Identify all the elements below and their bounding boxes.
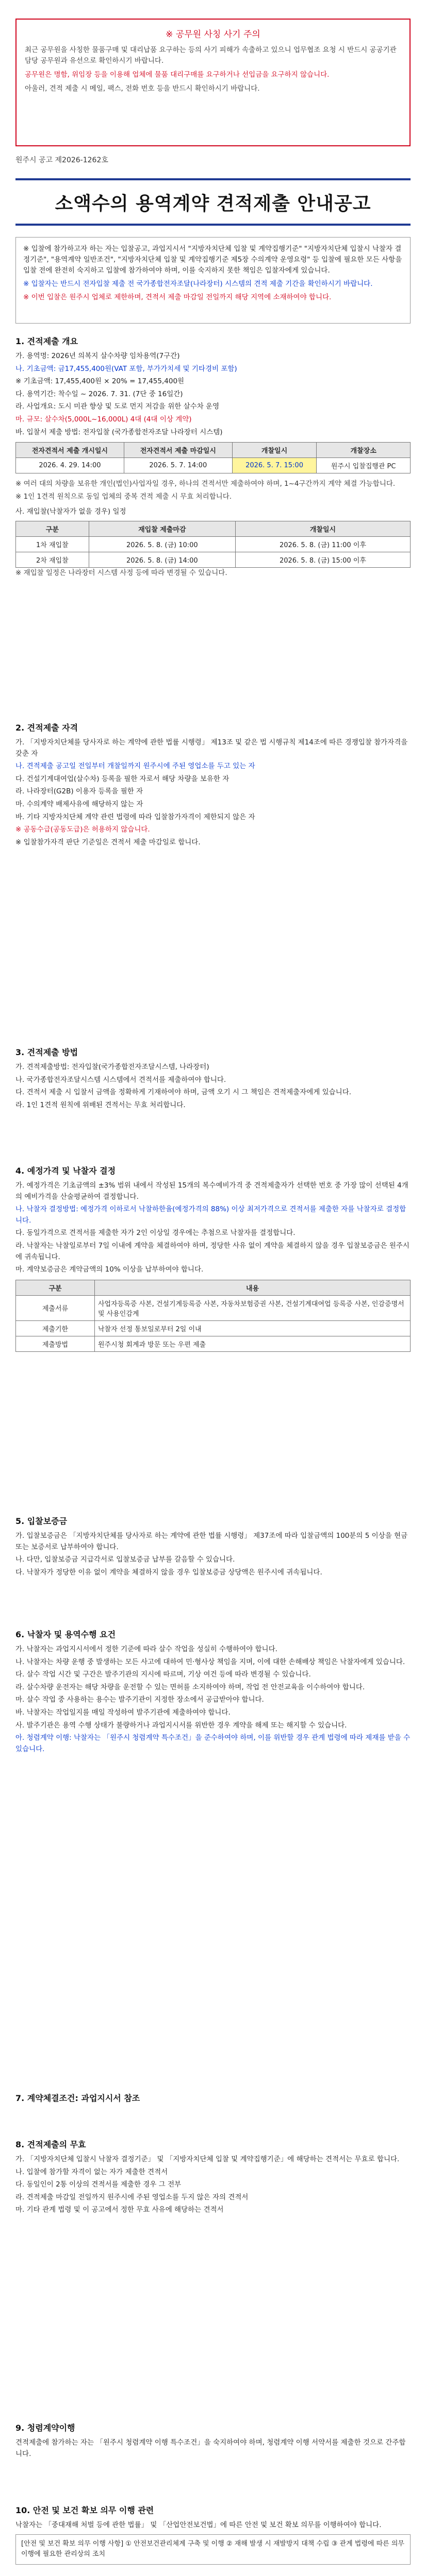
s1-line-1: 가. 용역명: 2026년 의복지 살수차량 임차용역(7구간) xyxy=(15,352,180,360)
section-1-heading: 1. 견적제출 개요 xyxy=(15,336,78,346)
s2-line: ※ 공동수급(공동도급)은 허용하지 않습니다. xyxy=(15,825,150,834)
section-8-heading: 8. 견적제출의 무효 xyxy=(15,2140,86,2149)
s4-line: 나. 낙찰자 결정방법: 예정가격 이하로서 낙찰하한율(예정가격의 88%) 이상 최저가격으로 견적서를 제출한 자를 낙찰자로 결정합니다. xyxy=(15,1205,406,1225)
s2-line: 가. 「지방자치단체를 당사자로 하는 계약에 관한 법률 시행령」 제13조 및 같은 법 시행규칙 제14조에 따른 경쟁입찰 참가자격을 갖춘 자 xyxy=(15,738,408,758)
rebid-header-1: 구분 xyxy=(16,521,89,536)
rebid-cell: 2026. 5. 8. (금) 10:00 xyxy=(89,536,235,552)
section-9 xyxy=(15,2421,411,2461)
section-6-heading: 6. 낙찰자 및 용역수행 요건 xyxy=(15,1630,116,1639)
documents-cell: 제출방법 xyxy=(16,1336,95,1351)
section-4-heading: 4. 예정가격 및 낙찰자 결정 xyxy=(15,1166,116,1176)
s8-line: 나. 입찰에 참가할 자격이 없는 자가 제출한 견적서 xyxy=(15,2167,168,2176)
intro-text-2: ※ 입찰자는 반드시 전자입찰 제출 전 국가종합전자조달(나라장터) 시스템의 견적 제출 기간을 확인하시기 바랍니다. xyxy=(23,279,373,288)
section-3-heading: 3. 견적제출 방법 xyxy=(15,1047,78,1057)
intro-text-1: ※ 입찰에 참가하고자 하는 자는 입찰공고, 과업지시서 "지방자치단체 입찰 및 계약집행기준" "지방자치단체 입찰시 낙찰자 결정기준", "용역계약 일반조건", "지방자치단체 입찰 및 계약집행기준 제5장 수의계약 운영요령" 등 입찰에 필요한 모든 사항을 입찰 전에 완전히 숙지하고 입찰에 참가하여야 하며, 이를 숙지하지 못한 책임은 입찰자에게 있습니다. xyxy=(23,245,402,275)
schedule-cell-opening: 2026. 5. 7. 15:00 xyxy=(232,458,317,473)
documents-header-2: 내용 xyxy=(95,1280,411,1295)
section-3 xyxy=(15,1046,411,1112)
rebid-header-2: 재입찰 제출마감 xyxy=(89,521,235,536)
section-7-heading: 7. 계약체결조건: 과업지시서 참조 xyxy=(15,2093,140,2103)
s9-line: 견적제출에 참가하는 자는 「원주시 청렴계약 이행 특수조건」을 숙지하여야 하며, 청렴계약 이행 서약서를 제출한 것으로 간주합니다. xyxy=(15,2438,406,2458)
s6-line: 마. 살수 작업 중 사용하는 용수는 발주기관이 지정한 장소에서 공급받아야 합니다. xyxy=(15,1696,264,1704)
fraud-warning-text-2: 공무원은 명함, 위임장 등을 이용해 업체에 물품 대리구매를 요구하거나 선입금을 요구하지 않습니다. xyxy=(25,70,330,79)
s8-line: 다. 동일인이 2통 이상의 견적서를 제출한 경우 그 전부 xyxy=(15,2180,182,2189)
section-2-heading: 2. 견적제출 자격 xyxy=(15,723,78,733)
s1-line-4: 다. 용역기간: 착수일 ~ 2026. 7. 31. (7단 중 16일간) xyxy=(15,389,183,398)
documents-cell: 제출기한 xyxy=(16,1320,95,1336)
section-10 xyxy=(15,2504,411,2565)
s3-line: 가. 견적제출방법: 전자입찰(국가종합전자조달시스템, 나라장터) xyxy=(15,1063,209,1071)
s4-line: 라. 낙찰자는 낙찰일로부터 7일 이내에 계약을 체결하여야 하며, 정당한 사유 없이 계약을 체결하지 않을 경우 입찰보증금은 원주시에 귀속됩니다. xyxy=(15,1241,409,1261)
fraud-warning-box xyxy=(15,19,411,146)
s8-line: 마. 기타 관계 법령 및 이 공고에서 정한 무효 사유에 해당하는 견적서 xyxy=(15,2206,224,2214)
s2-line: 마. 수의계약 배제사유에 해당하지 않는 자 xyxy=(15,800,143,808)
documents-cell: 제출서류 xyxy=(16,1295,95,1320)
s2-line: ※ 입찰참가자격 판단 기준일은 견적서 제출 마감일로 합니다. xyxy=(15,838,201,846)
section-5-heading: 5. 입찰보증금 xyxy=(15,1516,68,1526)
schedule-header-1: 전자견적서 제출 개시일시 xyxy=(16,443,124,458)
schedule-header-2: 전자견적서 제출 마감일시 xyxy=(124,443,232,458)
rebid-cell: 1차 재입찰 xyxy=(16,536,89,552)
rebid-cell: 2026. 5. 8. (금) 11:00 이후 xyxy=(235,536,410,552)
s4-line: 다. 동일가격으로 견적서를 제출한 자가 2인 이상일 경우에는 추첨으로 낙찰자를 결정합니다. xyxy=(15,1229,296,1238)
rebid-cell: 2차 재입찰 xyxy=(16,552,89,567)
s1-rebid-heading: 사. 재입찰(낙찰자가 없을 경우) 일정 xyxy=(15,507,126,516)
fraud-warning-text-3: 아울러, 견적 제출 시 메일, 팩스, 전화 번호 등을 반드시 확인하시기 바랍니다. xyxy=(25,84,260,93)
safety-box: [안전 및 보건 확보 의무 이행 사항] ① 안전보건관리체계 구축 및 이행 ② 재해 발생 시 재발방지 대책 수립 ③ 관계 법령에 따른 의무이행에 필요한 관리상의 조치 xyxy=(15,2534,411,2565)
s6-line: 가. 낙찰자는 과업지시서에서 정한 기준에 따라 살수 작업을 성실히 수행하여야 합니다. xyxy=(15,1645,277,1653)
rebid-cell: 2026. 5. 8. (금) 14:00 xyxy=(89,552,235,567)
section-5 xyxy=(15,1515,411,1580)
publication-number: 원주시 공고 제2026-1262호 xyxy=(15,156,108,164)
documents-cell: 사업자등록증 사본, 건설기계등록증 사본, 자동차보험증권 사본, 건설기계대여업 등록증 사본, 인감증명서 및 사용인감계 xyxy=(95,1295,411,1320)
intro-box xyxy=(15,237,411,324)
rebid-header-3: 개찰일시 xyxy=(235,521,410,536)
s8-line: 라. 견적제출 마감일 전일까지 원주시에 주된 영업소를 두지 않은 자의 견적서 xyxy=(15,2193,249,2201)
s6-line: 나. 낙찰자는 차량 운행 중 발생하는 모든 사고에 대하여 민·형사상 책임을 지며, 이에 대한 손해배상 책임은 낙찰자에게 있습니다. xyxy=(15,1657,405,1666)
section-7 xyxy=(15,2092,411,2108)
s8-line: 가. 「지방자치단체 입찰시 낙찰자 결정기준」 및 「지방자치단체 입찰 및 계약집행기준」에 해당하는 견적서는 무효로 합니다. xyxy=(15,2155,400,2163)
documents-header-1: 구분 xyxy=(16,1280,95,1295)
section-1 xyxy=(15,335,411,581)
s1-line-6: 마. 규모: 살수차(5,000L~16,000L) 4대 (4대 이상 계약) xyxy=(15,415,192,423)
s3-line: 나. 국가종합전자조달시스템 시스템에서 견적서를 제출하여야 합니다. xyxy=(15,1075,226,1084)
s3-line: 라. 1인 1견적 원칙에 위배된 견적서는 무효 처리합니다. xyxy=(15,1100,186,1109)
schedule-header-4: 개찰장소 xyxy=(317,443,411,458)
section-8 xyxy=(15,2138,411,2217)
s6-line: 라. 살수차량 운전자는 해당 차량을 운전할 수 있는 면허를 소지하여야 하며, 작업 전 안전교육을 이수하여야 합니다. xyxy=(15,1683,365,1691)
s1-line-7: 바. 입찰서 제출 방법: 전자입찰 (국가종합전자조달 나라장터 시스템) xyxy=(15,428,223,436)
s1-note-2: ※ 1인 1견적 원칙으로 동일 업체의 중복 견적 제출 시 무효 처리합니다. xyxy=(15,492,232,501)
s2-line: 라. 나라장터(G2B) 이용자 등록을 필한 자 xyxy=(15,787,143,796)
s4-line: 가. 예정가격은 기초금액의 ±3% 범위 내에서 작성된 15개의 복수예비가격 중 견적제출자가 선택한 번호 중 가장 많이 선택된 4개의 예비가격을 산술평균하여 결정합니다. xyxy=(15,1181,408,1201)
documents-table xyxy=(15,1280,411,1352)
schedule-cell-close: 2026. 5. 7. 14:00 xyxy=(124,458,232,473)
section-6 xyxy=(15,1628,411,1756)
s6-line: 사. 발주기관은 용역 수행 상태가 불량하거나 과업지시서를 위반한 경우 계약을 해제 또는 해지할 수 있습니다. xyxy=(15,1721,347,1730)
schedule-table xyxy=(15,442,411,473)
section-10-heading: 10. 안전 및 보건 확보 의무 이행 관련 xyxy=(15,2505,154,2515)
schedule-cell-place: 원주시 입찰집행관 PC xyxy=(317,458,411,473)
s5-line: 가. 입찰보증금은 「지방자치단체를 당사자로 하는 계약에 관한 법률 시행령」 제37조에 따라 입찰금액의 100분의 5 이상을 현금 또는 보증서로 납부하여야 합니다. xyxy=(15,1532,408,1551)
schedule-cell-open: 2026. 4. 29. 14:00 xyxy=(16,458,124,473)
fraud-warning-title: ※ 공무원 사칭 사기 주의 xyxy=(166,29,260,40)
page-title: 소액수의 용역계약 견적제출 안내공고 xyxy=(15,178,411,226)
s2-line: 다. 건설기계대여업(살수차) 등록을 필한 자로서 해당 차량을 보유한 자 xyxy=(15,774,230,783)
s6-line: 바. 낙찰자는 작업일지를 매일 작성하여 발주기관에 제출하여야 합니다. xyxy=(15,1708,231,1717)
documents-cell: 낙찰자 선정 통보일로부터 2일 이내 xyxy=(95,1320,411,1336)
documents-cell: 원주시청 회계과 방문 또는 우편 제출 xyxy=(95,1336,411,1351)
s1-line-2: 나. 기초금액: 금17,455,400원(VAT 포함, 부가가치세 및 기타경비 포함) xyxy=(15,364,237,373)
s1-line-5: 라. 사업개요: 도시 미관 향상 및 도로 먼지 저감을 위한 살수차 운영 xyxy=(15,402,220,411)
s1-note-1: ※ 여러 대의 차량을 보유한 개인(법인)사업자일 경우, 하나의 견적서만 제출하여야 하며, 1~4구간까지 계약 체결 가능합니다. xyxy=(15,480,396,488)
s5-line: 다. 낙찰자가 정당한 이유 없이 계약을 체결하지 않을 경우 입찰보증금 상당액은 원주시에 귀속됩니다. xyxy=(15,1568,322,1577)
s6-line: 다. 살수 작업 시간 및 구간은 발주기관의 지시에 따르며, 기상 여건 등에 따라 변경될 수 있습니다. xyxy=(15,1670,311,1679)
fraud-warning-text-1: 최근 공무원을 사칭한 물품구매 및 대리납품 요구하는 등의 사기 피해가 속출하고 있으니 업무협조 요청 시 반드시 공공기관 담당 공무원과 유선으로 확인하시기 바랍니다. xyxy=(25,46,397,65)
section-2 xyxy=(15,721,411,850)
section-9-heading: 9. 청렴계약이행 xyxy=(15,2423,75,2433)
rebid-note: ※ 재입찰 일정은 나라장터 시스템 사정 등에 따라 변경될 수 있습니다. xyxy=(15,568,227,577)
s2-line: 바. 기타 지방자치단체 계약 관련 법령에 따라 입찰참가자격이 제한되지 않은 자 xyxy=(15,812,255,821)
s1-line-3: ※ 기초금액: 17,455,400원 × 20% = 17,455,400원 xyxy=(15,377,185,386)
intro-text-3: ※ 이번 입찰은 원주시 업체로 제한하며, 견적서 제출 마감일 전일까지 해당 지역에 소재하여야 합니다. xyxy=(23,293,332,301)
rebid-cell: 2026. 5. 8. (금) 15:00 이후 xyxy=(235,552,410,567)
s5-line: 나. 다만, 입찰보증금 지급각서로 입찰보증금 납부를 갈음할 수 있습니다. xyxy=(15,1555,235,1564)
section-4 xyxy=(15,1164,411,1352)
s6-line: 아. 청렴계약 이행: 낙찰자는 「원주시 청렴계약 특수조건」을 준수하여야 하며, 이를 위반할 경우 관계 법령에 따라 제재를 받을 수 있습니다. xyxy=(15,1734,411,1753)
s3-line: 다. 견적서 제출 시 입찰서 금액을 정확하게 기재하여야 하며, 금액 오기 시 그 책임은 견적제출자에게 있습니다. xyxy=(15,1088,352,1097)
schedule-header-3: 개찰일시 xyxy=(232,443,317,458)
rebid-table xyxy=(15,521,411,568)
s4-line: 마. 계약보증금은 계약금액의 10% 이상을 납부하여야 합니다. xyxy=(15,1265,204,1274)
s2-line: 나. 견적제출 공고일 전일부터 개찰일까지 원주시에 주된 영업소를 두고 있는 자 xyxy=(15,762,255,771)
s10-line: 낙찰자는 「중대재해 처벌 등에 관한 법률」 및 「산업안전보건법」에 따른 안전 및 보건 확보 의무를 이행하여야 합니다. xyxy=(15,2521,382,2529)
